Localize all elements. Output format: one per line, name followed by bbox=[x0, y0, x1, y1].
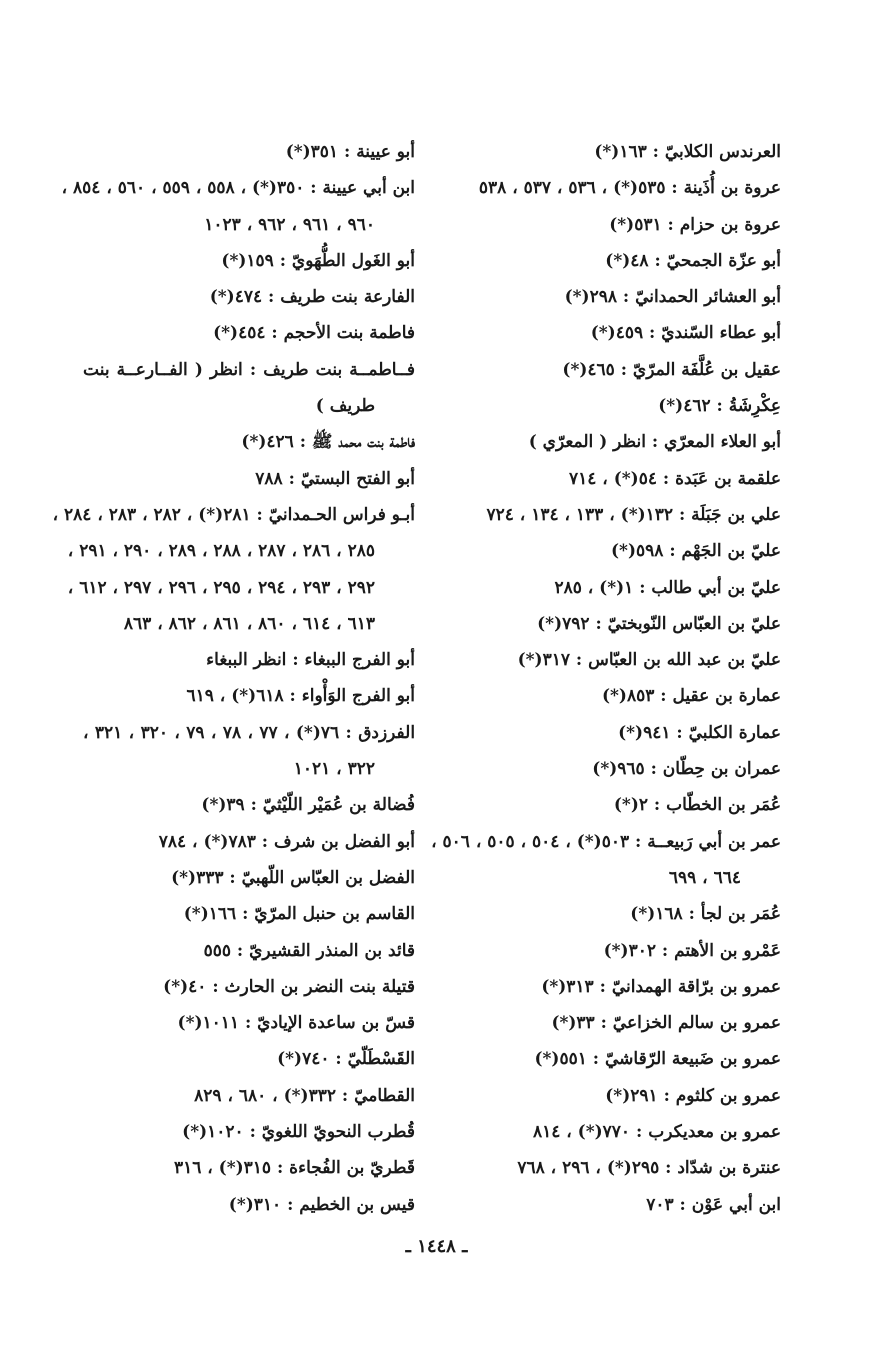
index-entry: الفضل بن العبّاس اللّهبيّ : ٣٣٣(*) bbox=[171, 867, 415, 888]
index-entry: عقيل بن عُلَّفَة المرّيّ : ٤٦٥(*) bbox=[562, 359, 781, 380]
index-entry: أبو العلاء المعرّي : انظر ( المعرّي ) bbox=[528, 432, 781, 453]
index-entry: عليّ بن عبد الله بن العبّاس : ٣١٧(*) bbox=[517, 650, 781, 671]
index-entry: ابن أبي عيينة : ٣٥٠(*) ، ٥٥٨ ، ٥٥٩ ، ٥٦٠ ، ٨٥٤ ، bbox=[61, 178, 415, 199]
index-entry-continuation: ٢٩٢ ، ٢٩٣ ، ٢٩٤ ، ٢٩٥ ، ٢٩٦ ، ٢٩٧ ، ٦١٢ ، bbox=[67, 577, 375, 598]
index-entry: العرندس الكلابيّ : ١٦٣(*) bbox=[594, 142, 781, 162]
index-entry: عُمَر بن الخطّاب : ٢(*) bbox=[613, 795, 781, 816]
index-entry: قيس بن الخطيم : ٣١٠(*) bbox=[228, 1194, 415, 1215]
index-entry: عُمَر بن لجأ : ١٦٨(*) bbox=[630, 904, 781, 925]
index-entry-continuation: ٣٢٢ ، ١٠٢١ bbox=[293, 759, 375, 780]
index-column-right bbox=[431, 134, 781, 1223]
index-entry: قائد بن المنذر القشيريّ : ٥٥٥ bbox=[203, 940, 415, 961]
index-entry: عليّ بن الجَهْم : ٥٩٨(*) bbox=[611, 541, 781, 562]
index-entry: علي بن جَبَلَة : ١٣٢(*) ، ١٣٣ ، ١٣٤ ، ٧٢٤ bbox=[486, 504, 781, 525]
index-entry: عَمْرو بن الأهتم : ٣٠٢(*) bbox=[603, 940, 781, 961]
index-entry: أبو عزّة الجمحيّ : ٤٨(*) bbox=[605, 250, 781, 271]
index-entry: قسّ بن ساعدة الإياديّ : ١٠١١(*) bbox=[177, 1013, 415, 1034]
index-entry: عمارة الكلبيّ : ٩٤١(*) bbox=[618, 722, 781, 743]
page-number: ـ ١٤٤٨ ـ bbox=[405, 1236, 468, 1257]
index-entry: الفرزدق : ٧٦(*) ، ٧٧ ، ٧٨ ، ٧٩ ، ٣٢٠ ، ٣٢١ ، bbox=[83, 722, 416, 743]
index-entry: عروة بن حزام : ٥٣١(*) bbox=[609, 214, 781, 235]
index-entry: أبـو فراس الحـمدانيّ : ٢٨١(*) ، ٢٨٢ ، ٢٨٣ ، ٢٨٤ ، bbox=[52, 504, 415, 525]
index-column-left bbox=[52, 134, 416, 1223]
index-entry: القَسْطَلّيّ : ٧٤٠(*) bbox=[277, 1049, 415, 1070]
index-entry: فُضالة بن عُمَيْر اللّيْثيّ : ٣٩(*) bbox=[201, 795, 415, 816]
index-entry: عِكْرِشَةُ : ٤٦٢(*) bbox=[658, 396, 781, 417]
index-entry: أبو الفضل بن شرف : ٧٨٣(*) ، ٧٨٤ bbox=[158, 831, 415, 852]
index-entry: عنترة بن شدّاد : ٢٩٥(*) ، ٢٩٦ ، ٧٦٨ bbox=[517, 1158, 781, 1179]
index-entry: عمرو بن معديكرب : ٧٧٠(*) ، ٨١٤ bbox=[532, 1122, 781, 1143]
index-entry: فــاطمــة بنت طريف : انظر ( الفــارعــة بنت bbox=[83, 359, 415, 380]
index-entry: علقمة بن عَبَدة : ٥٤(*) ، ٧١٤ bbox=[568, 468, 781, 489]
index-entry: القطاميّ : ٣٣٢(*) ، ٦٨٠ ، ٨٢٩ bbox=[194, 1085, 415, 1106]
index-entry: فاطمة بنت الأحجم : ٤٥٤(*) bbox=[213, 323, 415, 344]
index-entry: الفارعة بنت طريف : ٤٧٤(*) bbox=[209, 287, 415, 308]
index-entry: أبو الفرج الببغاء : انظر الببغاء bbox=[206, 650, 415, 671]
index-entry: عمرو بن كلثوم : ٢٩١(*) bbox=[605, 1085, 781, 1106]
index-entry: عمرو بن سالم الخزاعيّ : ٣٣(*) bbox=[551, 1013, 781, 1034]
index-entry: ابن أبي عَوْن : ٧٠٣ bbox=[646, 1194, 781, 1215]
index-entry: أبو الفرج الوَأْواء : ٦١٨(*) ، ٦١٩ bbox=[186, 686, 415, 707]
index-entry: عمرو بن ضَبيعة الرّقاشيّ : ٥٥١(*) bbox=[534, 1049, 781, 1070]
index-entry: قُطرب النحويّ اللغويّ : ١٠٢٠(*) bbox=[182, 1122, 415, 1143]
index-entry-continuation: ٦١٣ ، ٦١٤ ، ٨٦٠ ، ٨٦١ ، ٨٦٢ ، ٨٦٣ bbox=[123, 613, 375, 634]
index-entry: أبو العشائر الحمدانيّ : ٢٩٨(*) bbox=[564, 287, 781, 308]
index-entry: عروة بن أُذَينة : ٥٣٥(*) ، ٥٣٦ ، ٥٣٧ ، ٥٣٨ bbox=[478, 178, 781, 199]
index-entry: فاطمة بنت محمد ﷺ : ٤٢٦(*) bbox=[241, 432, 415, 453]
index-entry-continuation: طريف ) bbox=[315, 396, 375, 417]
index-entry-continuation: ٦٦٤ ، ٦٩٩ bbox=[668, 867, 741, 888]
index-entry: عمر بن أبي رَبيعــة : ٥٠٣(*) ، ٥٠٤ ، ٥٠٥ ، ٥٠٦ ، bbox=[431, 831, 781, 852]
index-entry: القاسم بن حنبل المرّيّ : ١٦٦(*) bbox=[183, 904, 415, 925]
index-entry: قتيلة بنت النضر بن الحارث : ٤٠(*) bbox=[163, 976, 415, 997]
index-entry: أبو عيينة : ٣٥١(*) bbox=[285, 142, 415, 162]
index-entry-continuation: ٩٦٠ ، ٩٦١ ، ٩٦٢ ، ١٠٢٣ bbox=[204, 214, 375, 235]
index-entry: أبو الفتح البستيّ : ٧٨٨ bbox=[255, 468, 415, 489]
index-entry-continuation: ٢٨٥ ، ٢٨٦ ، ٢٨٧ ، ٢٨٨ ، ٢٨٩ ، ٢٩٠ ، ٢٩١ ، bbox=[67, 541, 375, 562]
index-entry: أبو الغَول الطُّهَويّ : ١٥٩(*) bbox=[221, 250, 415, 271]
index-entry: عمران بن حِطّان : ٩٦٥(*) bbox=[592, 759, 781, 780]
index-entry: عمارة بن عقيل : ٨٥٣(*) bbox=[601, 686, 781, 707]
index-entry: عليّ بن أبي طالب : ١(*) ، ٢٨٥ bbox=[554, 577, 781, 598]
index-entry: أبو عطاء السّنديّ : ٤٥٩(*) bbox=[590, 323, 781, 344]
index-entry: قَطريّ بن الفُجاءة : ٣١٥(*) ، ٣١٦ bbox=[173, 1158, 415, 1179]
index-entry: عمرو بن برّاقة الهمدانيّ : ٣١٣(*) bbox=[541, 976, 781, 997]
index-entry: عليّ بن العبّاس النّوبختيّ : ٧٩٢(*) bbox=[537, 613, 781, 634]
